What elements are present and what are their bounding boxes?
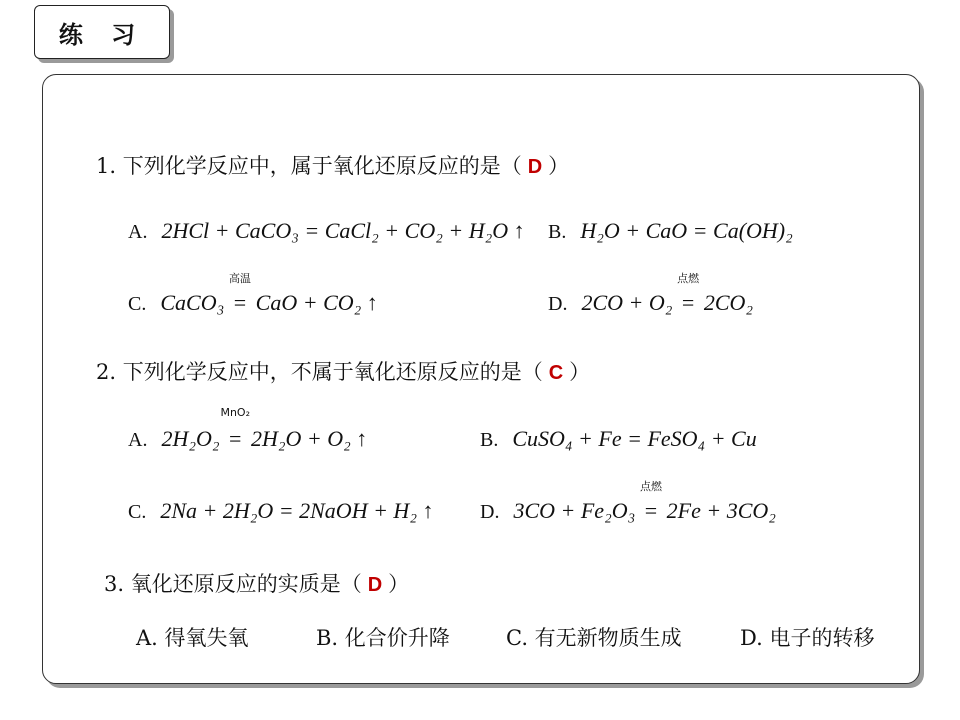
question-1 [96, 150, 569, 180]
question-2-answer: C [548, 362, 564, 384]
q1-option-c: C. CaCO₃ 高温 = CaO + CO₂ ↑ [128, 272, 378, 315]
q1-option-a: A. 2HCl + CaCO₃ = CaCl₂ + CO₂ + H₂O ↑ [128, 218, 525, 243]
question-3-stem: 3. 氧化还原反应的实质是（ [104, 572, 362, 596]
q2-option-b: B. CuSO₄ + Fe = FeSO₄ + Cu [480, 426, 757, 451]
q2-option-c: C. 2Na + 2H₂O = 2NaOH + H₂ ↑ [128, 498, 434, 523]
q1-option-a-formula: 2HCl + CaCO₃ = CaCl₂ + CO₂ + H₂O ↑ [161, 218, 525, 243]
reaction-condition: 点燃 = [639, 480, 662, 523]
question-1-stem-close: ） [548, 154, 570, 178]
q2-option-b-formula: CuSO₄ + Fe = FeSO₄ + Cu [512, 426, 757, 451]
q1-option-d: D. 2CO + O₂ 点燃 = 2CO₂ [548, 272, 754, 315]
q2-option-a: A. 2H₂O₂ MnO₂ = 2H₂O + O₂ ↑ [128, 406, 368, 451]
q3-option-b: B. 化合价升降 [316, 626, 450, 650]
reaction-condition: 点燃 = [677, 272, 700, 315]
question-2-stem: 2. 下列化学反应中，不属于氧化还原反应的是（ [96, 360, 543, 384]
q3-option-c: C. 有无新物质生成 [506, 626, 682, 650]
q1-option-b-formula: H₂O + CaO = Ca(OH)₂ [580, 218, 793, 243]
q2-option-c-formula: 2Na + 2H₂O = 2NaOH + H₂ ↑ [160, 498, 434, 523]
question-2-stem-close: ） [569, 360, 591, 384]
reaction-condition: MnO₂ = [220, 406, 250, 451]
q3-option-d: D. 电子的转移 [740, 626, 875, 650]
q3-option-a: A. 得氧失氧 [136, 626, 249, 650]
question-1-stem: 1. 下列化学反应中，属于氧化还原反应的是（ [96, 154, 522, 178]
question-2 [96, 356, 590, 386]
question-3-stem-close: ） [388, 572, 410, 596]
q2-option-d: D. 3CO + Fe₂O₃ 点燃 = 2Fe + 3CO₂ [480, 480, 776, 523]
slide-title: 练 习 [34, 5, 170, 59]
question-1-answer: D [527, 156, 543, 178]
question-3-answer: D [367, 574, 383, 596]
reaction-condition: 高温 = [228, 272, 251, 315]
q1-option-b: B. H₂O + CaO = Ca(OH)₂ [548, 218, 793, 243]
question-3 [104, 568, 409, 598]
